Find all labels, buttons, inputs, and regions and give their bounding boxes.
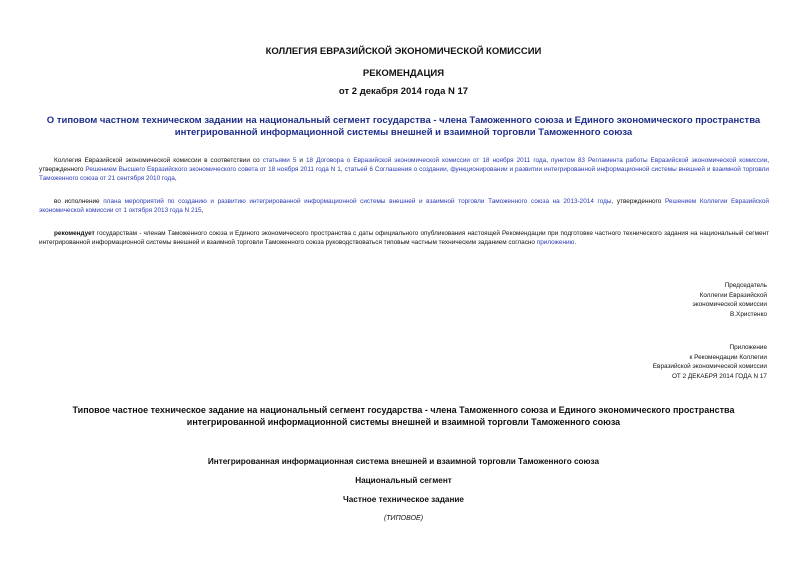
signature-line-3: экономической комиссии (692, 301, 767, 309)
subtitle-segment: Национальный сегмент (355, 476, 452, 485)
p2-text-1: во исполнение (54, 198, 104, 205)
p1-text-3: , (546, 157, 551, 164)
paragraph-preamble (39, 156, 769, 184)
p2-text-2: , утвержденного (611, 198, 665, 205)
appendix-line-3: Евразийской экономической комиссии (652, 363, 767, 371)
annex-title-line-1: Типовое частное техническое задание на национальный сегмент государства - члена Таможенного союза и Единого экономического пространства (72, 405, 735, 415)
link-decision-board-215[interactable]: Решением Коллегии Евразийской экономической комиссии от 1 октября 2013 года N 215 (39, 198, 769, 215)
appendix-line-1: Приложение (729, 344, 767, 351)
document-title-line-1: О типовом частном техническом задании на национальный сегмент государства - члена Таможенного союза и Единого экономического пространства (46, 115, 761, 126)
p1-text-4: , утвержденного (39, 157, 769, 174)
signature-line-2: Коллегии Евразийской (699, 291, 767, 299)
signature-block (517, 281, 767, 319)
issuing-organization: КОЛЛЕГИЯ ЕВРАЗИЙСКОЙ ЭКОНОМИЧЕСКОЙ КОМИССИИ (265, 46, 542, 57)
appendix-block (517, 343, 767, 381)
link-action-plan[interactable]: плана мероприятий по созданию и развитию интегрированной информационной системы внешней и взаимной торговли Таможенного союза на 2013-2014 годы (103, 198, 612, 205)
link-agreement-article-6[interactable]: статьей 6 Соглашения о создании, функционировании и развитии интегрированной информационной системы внешней и взаимной торговли Таможенного союза от 21 сентября 2010 года (39, 166, 769, 183)
signature-line-1: Председатель (724, 282, 767, 289)
subtitle-typical: (ТИПОВОЕ) (383, 515, 424, 522)
p1-text-6: , (174, 175, 177, 183)
document-title-line-2: интегрированной информационной системы внешней и взаимной торговли Таможенного союза (174, 127, 633, 138)
p3-bold-recommends: рекомендует (54, 230, 95, 237)
appendix-line-2: к Рекомендации Коллегии (689, 353, 767, 361)
paragraph-recommends (39, 229, 769, 247)
document-title (40, 115, 767, 139)
p3-text-1: государствам - членам Таможенного союза и Единого экономического пространства с даты официального опубликования настоящей Рекомендации при подготовке частного технического задания на национальный сегмент интегрированной информационной системы внешней и взаимной торговли Таможенного союза руководствоваться типовым частным техническим заданием согласно (39, 230, 769, 247)
p1-text-5: , (340, 166, 345, 174)
link-treaty-18[interactable]: 18 Договора о Евразийской экономической комиссии от 18 ноября 2011 года (306, 157, 547, 164)
document-type: РЕКОМЕНДАЦИЯ (362, 68, 445, 79)
p1-text-1: Коллегия Евразийской экономической комиссии в соответствии со (54, 157, 263, 164)
paragraph-execution (39, 197, 769, 215)
link-decision-council-1[interactable]: Решением Высшего Евразийского экономического совета от 18 ноября 2011 года N 1 (85, 166, 341, 174)
link-appendix[interactable]: приложению (536, 239, 575, 247)
link-regulation-83[interactable]: пунктом 83 Регламента работы Евразийской экономической комиссии (551, 157, 768, 164)
link-articles-5[interactable]: статьями 5 (262, 157, 297, 164)
p3-text-2: . (574, 239, 577, 247)
subtitle-task: Частное техническое задание (342, 495, 464, 504)
p1-text-2: и (296, 157, 306, 164)
subtitle-system: Интегрированная информационная система внешней и взаимной торговли Таможенного союза (207, 457, 600, 466)
annex-title-line-2: интегрированной информационной системы внешней и взаимной торговли Таможенного союза (186, 416, 621, 427)
annex-title (40, 405, 767, 428)
document-date: от 2 декабря 2014 года N 17 (338, 86, 469, 97)
signature-name: В.Христенко (730, 310, 767, 318)
p2-text-3: , (201, 207, 204, 215)
appendix-line-4: ОТ 2 ДЕКАБРЯ 2014 ГОДА N 17 (671, 372, 767, 380)
